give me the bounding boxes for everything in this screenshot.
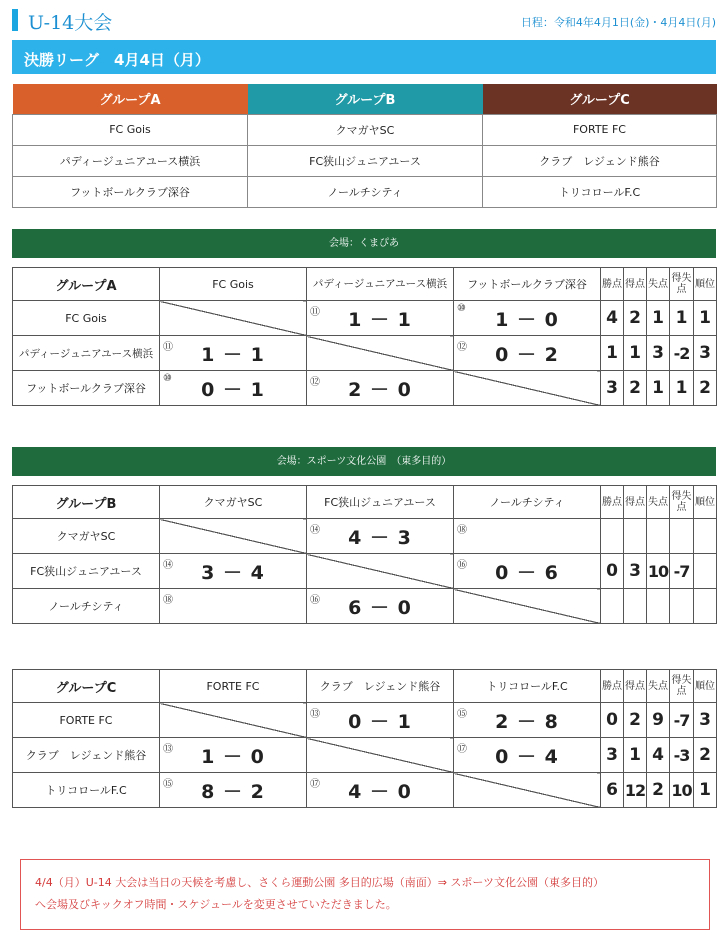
league-table-a [12, 267, 717, 406]
stat-rank: 1 [694, 301, 717, 336]
match-score: 1 － 1 [201, 343, 265, 366]
match-number: ⑮ [457, 709, 467, 720]
stat-points [601, 589, 624, 624]
match-score: 2 － 8 [495, 710, 559, 733]
match-score: 1 － 1 [348, 308, 412, 331]
row-team: パディージュニアユース横浜 [13, 336, 160, 371]
page-title: U-14大会 [28, 12, 113, 34]
col-team: ノールチシティ [454, 486, 601, 519]
stat-diff: -2 [670, 336, 694, 371]
group-a-header: グループA [13, 84, 248, 114]
match-score: 3 － 4 [201, 561, 265, 584]
stat-conceded: 4 [647, 738, 670, 773]
group-team: FC Gois [13, 114, 248, 145]
stat-goals: 3 [624, 554, 647, 589]
group-team: トリコロールF.C [483, 176, 717, 207]
self-match-cell [307, 738, 454, 773]
venue-banner-b: 会場：スポーツ文化公園 （東多目的） [12, 447, 716, 476]
row-team: トリコロールF.C [13, 773, 160, 808]
row-team: FC Gois [13, 301, 160, 336]
league-table-b [12, 485, 717, 624]
stat-header-points: 勝点 [601, 268, 624, 301]
col-team: トリコロールF.C [454, 670, 601, 703]
group-team: FC狭山ジュニアユース [248, 145, 483, 176]
stat-goals: 2 [624, 703, 647, 738]
stat-goals: 12 [624, 773, 647, 808]
title-accent-bar [12, 9, 18, 31]
row-team: FC狭山ジュニアユース [13, 554, 160, 589]
stat-points [601, 519, 624, 554]
stat-points: 3 [601, 738, 624, 773]
stat-rank: 3 [694, 703, 717, 738]
match-number: ⑱ [457, 525, 467, 536]
match-cell [160, 336, 307, 371]
stat-conceded: 1 [647, 301, 670, 336]
venue-banner-a: 会場：くまぴあ [12, 229, 716, 258]
match-number: ⑪ [163, 342, 173, 353]
notice-line: へ会場及びキックオフ時間・スケジュールを変更させていただきました。 [35, 898, 397, 911]
stat-header-rank: 順位 [694, 670, 717, 703]
match-score: 1 － 0 [495, 308, 559, 331]
stat-header-diff: 得失点 [670, 486, 694, 519]
stat-header-goals: 得点 [624, 670, 647, 703]
stat-header-points: 勝点 [601, 670, 624, 703]
col-team: FORTE FC [160, 670, 307, 703]
match-number: ⑯ [310, 595, 320, 606]
stat-rank: 3 [694, 336, 717, 371]
stat-conceded: 2 [647, 773, 670, 808]
stat-conceded: 10 [647, 554, 670, 589]
match-cell [160, 773, 307, 808]
stage-banner: 決勝リーグ 4月4日（月） [12, 40, 716, 74]
stat-header-rank: 順位 [694, 486, 717, 519]
stat-header-points: 勝点 [601, 486, 624, 519]
stat-points: 0 [601, 554, 624, 589]
stat-header-goals: 得点 [624, 268, 647, 301]
row-team: FORTE FC [13, 703, 160, 738]
match-number: ⑩ [457, 303, 466, 314]
self-match-cell [307, 336, 454, 371]
row-team: フットボールクラブ深谷 [13, 371, 160, 406]
col-team: FC Gois [160, 268, 307, 301]
stat-header-goals: 得点 [624, 486, 647, 519]
stat-diff [670, 519, 694, 554]
match-number: ⑩ [163, 373, 172, 384]
self-match-cell [454, 589, 601, 624]
group-team: クラブ レジェンド熊谷 [483, 145, 717, 176]
match-score: 0 － 4 [495, 745, 559, 768]
row-team: クラブ レジェンド熊谷 [13, 738, 160, 773]
match-score: 0 － 2 [495, 343, 559, 366]
col-team: クラブ レジェンド熊谷 [307, 670, 454, 703]
group-team: フットボールクラブ深谷 [13, 176, 248, 207]
match-score: 8 － 2 [201, 780, 265, 803]
match-cell [454, 301, 601, 336]
match-number: ⑫ [457, 342, 467, 353]
match-score: 0 － 6 [495, 561, 559, 584]
stat-rank [694, 589, 717, 624]
match-number: ⑭ [163, 560, 173, 571]
stat-goals [624, 589, 647, 624]
schedule-dates: 日程：令和4年4月1日(金)・4月4日(月) [520, 16, 716, 29]
match-score: 2 － 0 [348, 378, 412, 401]
match-number: ⑪ [310, 307, 320, 318]
self-match-cell [454, 773, 601, 808]
match-cell [160, 589, 307, 624]
match-cell [307, 519, 454, 554]
stat-header-conceded: 失点 [647, 670, 670, 703]
stat-goals [624, 519, 647, 554]
match-score: 4 － 3 [348, 526, 412, 549]
match-score: 1 － 0 [201, 745, 265, 768]
match-cell [454, 519, 601, 554]
stat-goals: 2 [624, 301, 647, 336]
match-number: ⑰ [457, 744, 467, 755]
match-cell [160, 371, 307, 406]
group-table [12, 84, 717, 208]
stat-goals: 1 [624, 336, 647, 371]
stat-diff: 10 [670, 773, 694, 808]
match-cell [307, 703, 454, 738]
stat-diff: 1 [670, 301, 694, 336]
stat-points: 4 [601, 301, 624, 336]
group-team: クマガヤSC [248, 114, 483, 145]
match-cell [307, 371, 454, 406]
self-match-cell [160, 519, 307, 554]
stat-rank: 2 [694, 371, 717, 406]
self-match-cell [307, 554, 454, 589]
venue-change-notice [20, 859, 710, 930]
match-number: ⑭ [310, 525, 320, 536]
stat-diff: -7 [670, 703, 694, 738]
match-number: ⑰ [310, 779, 320, 790]
match-cell [454, 738, 601, 773]
match-score: 6 － 0 [348, 596, 412, 619]
row-team: クマガヤSC [13, 519, 160, 554]
stat-conceded: 3 [647, 336, 670, 371]
match-score: 0 － 1 [201, 378, 265, 401]
match-cell [454, 336, 601, 371]
stat-header-conceded: 失点 [647, 268, 670, 301]
row-team: ノールチシティ [13, 589, 160, 624]
match-cell [307, 773, 454, 808]
group-c-header: グループC [483, 84, 717, 114]
stat-conceded: 1 [647, 371, 670, 406]
stat-header-rank: 順位 [694, 268, 717, 301]
group-b-header: グループB [248, 84, 483, 114]
stat-points: 1 [601, 336, 624, 371]
stat-diff: -3 [670, 738, 694, 773]
stat-points: 3 [601, 371, 624, 406]
match-number: ⑯ [457, 560, 467, 571]
stat-rank [694, 519, 717, 554]
stat-diff: -7 [670, 554, 694, 589]
group-team: FORTE FC [483, 114, 717, 145]
stat-rank [694, 554, 717, 589]
match-cell [160, 738, 307, 773]
stat-header-conceded: 失点 [647, 486, 670, 519]
stat-conceded: 9 [647, 703, 670, 738]
match-score: 4 － 0 [348, 780, 412, 803]
stat-rank: 1 [694, 773, 717, 808]
group-team: パディージュニアユース横浜 [13, 145, 248, 176]
match-number: ⑬ [310, 709, 320, 720]
stat-conceded [647, 589, 670, 624]
self-match-cell [160, 703, 307, 738]
match-score: 0 － 1 [348, 710, 412, 733]
page-header [12, 6, 716, 34]
col-team: FC狭山ジュニアユース [307, 486, 454, 519]
stat-header-diff: 得失点 [670, 268, 694, 301]
stat-points: 6 [601, 773, 624, 808]
col-team: パディージュニアユース横浜 [307, 268, 454, 301]
stat-goals: 1 [624, 738, 647, 773]
stat-points: 0 [601, 703, 624, 738]
col-team: フットボールクラブ深谷 [454, 268, 601, 301]
stat-goals: 2 [624, 371, 647, 406]
notice-line: 4/4（月）U-14 大会は当日の天候を考慮し、さくら運動公園 多目的広場（南面）⇒ スポーツ文化公園（東多目的） [35, 876, 604, 889]
league-group-label: グループC [13, 670, 160, 703]
stat-rank: 2 [694, 738, 717, 773]
stat-diff [670, 589, 694, 624]
stat-diff: 1 [670, 371, 694, 406]
match-cell [160, 554, 307, 589]
match-cell [307, 589, 454, 624]
self-match-cell [454, 371, 601, 406]
stat-header-diff: 得失点 [670, 670, 694, 703]
match-number: ⑮ [163, 779, 173, 790]
group-team: ノールチシティ [248, 176, 483, 207]
stat-conceded [647, 519, 670, 554]
self-match-cell [160, 301, 307, 336]
league-group-label: グループA [13, 268, 160, 301]
match-number: ⑫ [310, 377, 320, 388]
match-cell [307, 301, 454, 336]
match-number: ⑬ [163, 744, 173, 755]
league-table-c [12, 669, 717, 808]
match-cell [454, 703, 601, 738]
match-number: ⑱ [163, 595, 173, 606]
match-cell [454, 554, 601, 589]
col-team: クマガヤSC [160, 486, 307, 519]
league-group-label: グループB [13, 486, 160, 519]
